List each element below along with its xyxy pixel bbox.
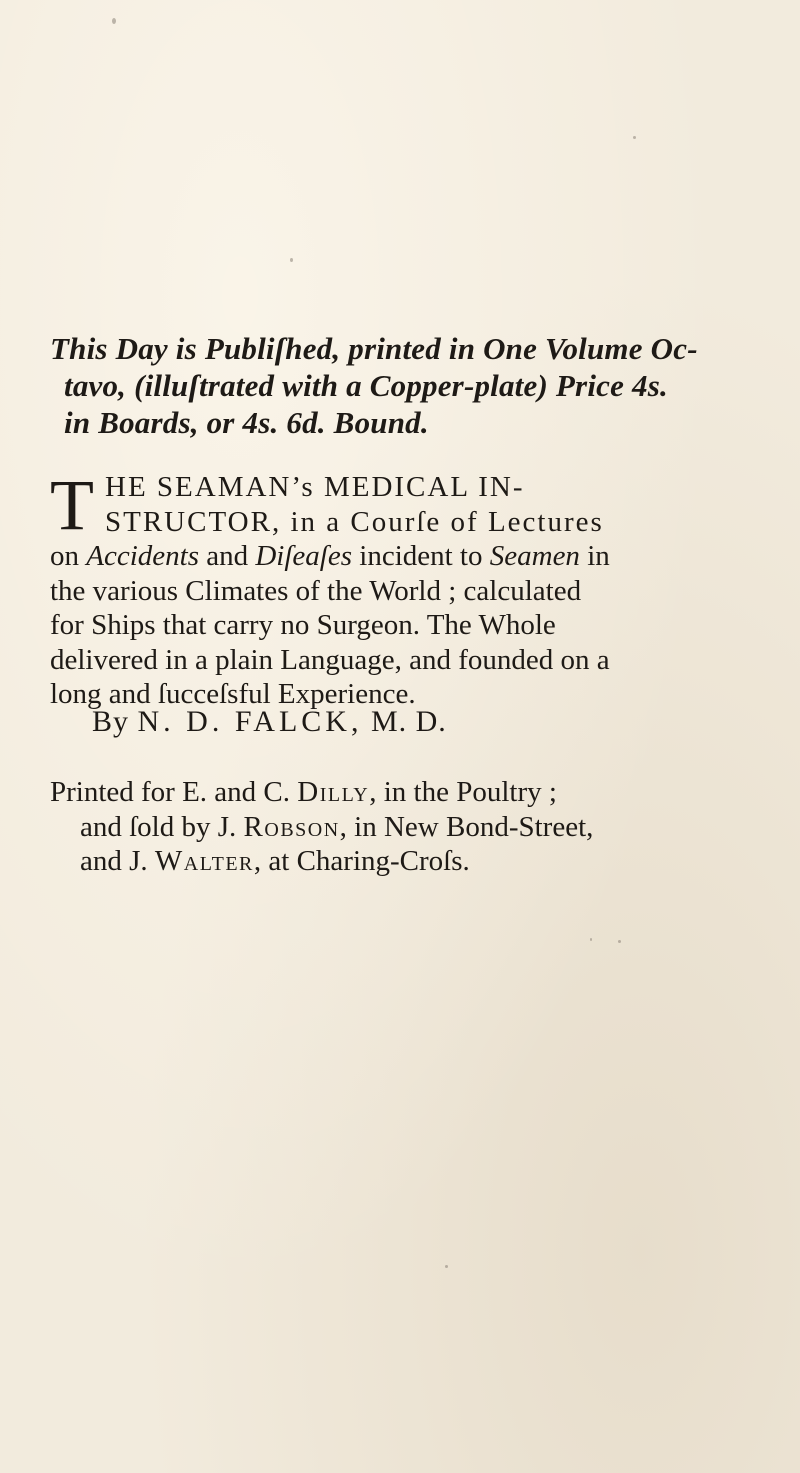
paper-speck (290, 258, 293, 262)
text-run: incident to (352, 540, 490, 572)
drop-cap: T (50, 465, 94, 545)
description-line: for Ships that carry no Surgeon. The Whole (50, 609, 556, 641)
bookseller-name: Robson (243, 810, 340, 843)
imprint (50, 775, 770, 879)
byline-prefix: By (92, 705, 130, 738)
description-line: long and ſucceſsful Experience. (50, 678, 416, 710)
text-run: Seamen (489, 540, 580, 572)
announcement-line: tavo, (illuſtrated with a Copper-plate) Price 4s. (64, 368, 668, 403)
bookseller-name: Walter (154, 845, 254, 877)
text-run: , in New Bond-Street, (339, 810, 594, 843)
book-description (50, 465, 770, 712)
text-run: Printed for E. and C. (50, 776, 298, 808)
text-run: and ſold by J. (80, 810, 244, 843)
paper-speck (445, 1265, 448, 1268)
imprint-line (50, 810, 770, 845)
text-run: Accidents (86, 540, 199, 572)
description-line: the various Climates of the World ; calculated (50, 574, 582, 607)
description-line: delivered in a plain Language, and founded on a (50, 643, 610, 676)
paper-speck (633, 136, 636, 139)
text-run: and (198, 540, 256, 572)
author-name: N. D. FALCK, (137, 705, 363, 738)
announcement-line: in Boards, or 4s. 6d. Bound. (64, 405, 429, 440)
author-degree: M. D. (370, 705, 447, 738)
imprint-line (50, 775, 770, 810)
paper-speck (618, 940, 621, 943)
publisher-name: Dilly (297, 776, 370, 808)
description-line (50, 539, 770, 574)
text-run: , in the Poultry ; (369, 776, 557, 808)
title-block (50, 465, 770, 545)
imprint-line (50, 844, 770, 879)
description-line: HE SEAMAN’s MEDICAL IN- (105, 471, 525, 503)
author-byline (92, 705, 447, 739)
paper-speck (590, 938, 592, 941)
announcement-line: This Day is Publiſhed, printed in One Volume Oc- (50, 331, 698, 366)
text-run: in (579, 540, 610, 572)
text-run: and J. (80, 845, 155, 877)
description-line: STRUCTOR, in a Courſe of Lectures (105, 505, 604, 538)
text-run: Diſeaſes (255, 540, 353, 572)
text-run: , at Charing-Croſs. (253, 845, 470, 877)
publication-announcement (50, 330, 770, 441)
paper-speck (112, 18, 116, 24)
text-run: on (50, 540, 87, 572)
